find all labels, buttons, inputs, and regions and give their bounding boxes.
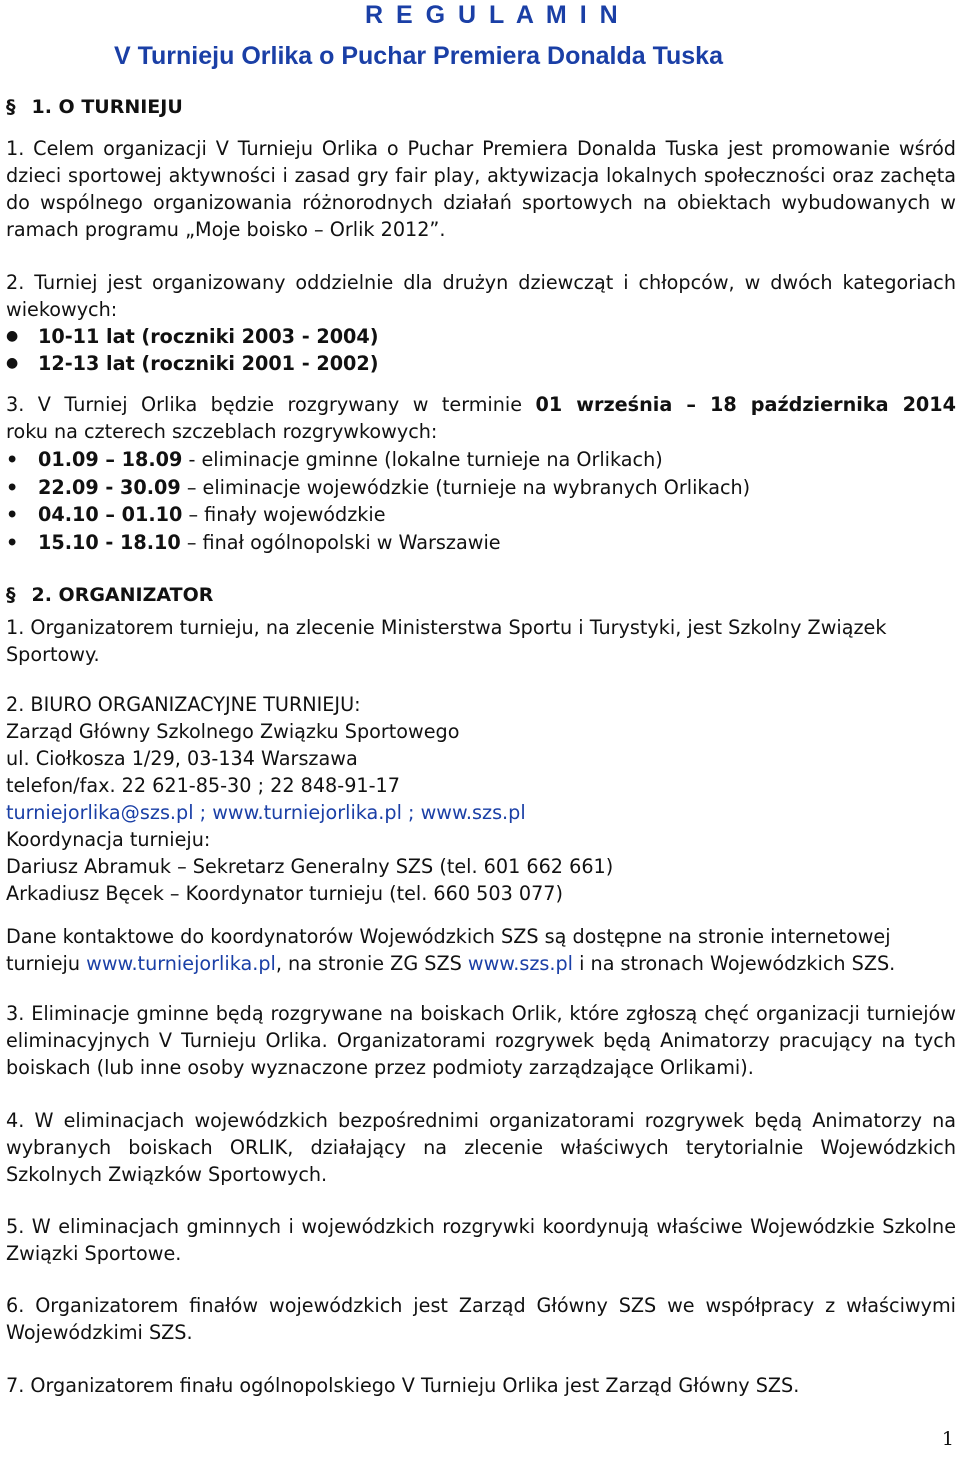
bullet-icon: • bbox=[6, 448, 19, 471]
link-szs[interactable]: www.szs.pl bbox=[467, 952, 573, 975]
list-item: ● 12-13 lat (roczniki 2001 - 2002) bbox=[6, 352, 379, 375]
list-item: ● 10-11 lat (roczniki 2003 - 2004) bbox=[6, 325, 379, 348]
section-2-title: 2. ORGANIZATOR bbox=[31, 584, 214, 606]
coordinator-1: Dariusz Abramuk – Sekretarz Generalny SZS (tel. 601 662 661) bbox=[6, 855, 614, 878]
section-2-paragraph-4: 4. W eliminacjach wojewódzkich bezpośrednimi organizatorami rozgrywek będą Animatorzy na wybranych boiskach ORLIK, działający na zlecenie właściwych terytorialnie Wojewódzkich Szkolnych Związków Sportowych. bbox=[6, 1109, 956, 1186]
coordination-label: Koordynacja turnieju: bbox=[6, 828, 211, 851]
bullet-icon: • bbox=[6, 503, 19, 526]
section-symbol: § bbox=[6, 96, 16, 118]
list-item: • 01.09 – 18.09 - eliminacje gminne (lokalne turnieje na Orlikach) bbox=[6, 448, 663, 471]
stages-list bbox=[6, 446, 956, 556]
office-address: ul. Ciołkosza 1/29, 03-134 Warszawa bbox=[6, 747, 358, 770]
section-2-heading bbox=[6, 582, 213, 609]
section-2-paragraph-7: 7. Organizatorem finału ogólnopolskiego V Turnieju Orlika jest Zarząd Główny SZS. bbox=[6, 1374, 800, 1397]
bullet-icon: ● bbox=[6, 328, 19, 344]
section-symbol: § bbox=[6, 584, 16, 606]
document-subtitle: V Turnieju Orlika o Puchar Premiera Donalda Tuska bbox=[114, 42, 723, 70]
bullet-icon: • bbox=[6, 475, 19, 499]
section-1-title: 1. O TURNIEJU bbox=[31, 96, 183, 118]
office-info bbox=[6, 691, 956, 907]
document-title: R E G U L A M I N bbox=[365, 1, 621, 29]
contacts-paragraph: Dane kontaktowe do koordynatorów Wojewódzkich SZS są dostępne na stronie internetowej turnieju www.turniejorlika.pl, na stronie ZG SZS www.szs.pl i na stronach Wojewódzkich SZS. bbox=[6, 925, 896, 975]
office-links[interactable]: turniejorlika@szs.pl ; www.turniejorlika.pl ; www.szs.pl bbox=[6, 801, 526, 824]
bullet-icon: • bbox=[6, 530, 19, 554]
link-turniejorlika[interactable]: www.turniejorlika.pl bbox=[86, 952, 276, 975]
coordinator-2: Arkadiusz Bęcek – Koordynator turnieju (tel. 660 503 077) bbox=[6, 882, 563, 905]
office-phone: telefon/fax. 22 621-85-30 ; 22 848-91-17 bbox=[6, 774, 400, 797]
season-dates: 01 września – 18 października 2014 bbox=[535, 393, 956, 416]
list-item: • 22.09 - 30.09 – eliminacje wojewódzkie (turnieje na wybranych Orlikach) bbox=[6, 475, 751, 499]
section-1-heading bbox=[6, 94, 183, 121]
page-number: 1 bbox=[941, 1428, 954, 1450]
bullet-icon: ● bbox=[6, 355, 19, 371]
section-2-paragraph-6: 6. Organizatorem finałów wojewódzkich jest Zarząd Główny SZS we współpracy z właściwymi Wojewódzkimi SZS. bbox=[6, 1294, 956, 1344]
section-2-paragraph-1: 1. Organizatorem turnieju, na zlecenie Ministerstwa Sportu i Turystyki, jest Szkolny Związek Sportowy. bbox=[6, 616, 887, 666]
section-1-paragraph-2: 2. Turniej jest organizowany oddzielnie dla drużyn dziewcząt i chłopców, w dwóch kategoriach wiekowych: bbox=[6, 271, 956, 321]
section-1-paragraph-1: 1. Celem organizacji V Turnieju Orlika o Puchar Premiera Donalda Tuska jest promowanie wśród dzieci sportowej aktywności i zasad gry fair play, aktywizacja lokalnych społeczności oraz zachęta do wspólnego organizowania różnorodnych działań sportowych na obiektach wybudowanych w ramach programu „Moje boisko – Orlik 2012”. bbox=[6, 137, 956, 241]
list-item: • 04.10 – 01.10 – finały wojewódzkie bbox=[6, 503, 386, 526]
list-item: • 15.10 - 18.10 – finał ogólnopolski w Warszawie bbox=[6, 530, 501, 554]
section-1-paragraph-3: 3. V Turniej Orlika będzie rozgrywany w terminie 01 września – 18 października 2014 roku na czterech szczeblach rozgrywkowych: bbox=[6, 393, 956, 443]
section-2-paragraph-5: 5. W eliminacjach gminnych i wojewódzkich rozgrywki koordynują właściwe Wojewódzkie Szkolne Związki Sportowe. bbox=[6, 1215, 956, 1265]
section-2-paragraph-3: 3. Eliminacje gminne będą rozgrywane na boiskach Orlik, które zgłoszą chęć organizacji turniejów eliminacyjnych V Turnieju Orlika. Organizatorami rozgrywek będą Animatorzy pracujący na tych boiskach (lub inne osoby wyznaczone przez podmioty zarządzające Orlikami). bbox=[6, 1002, 956, 1079]
office-title: 2. BIURO ORGANIZACYJNE TURNIEJU: bbox=[6, 693, 361, 716]
age-groups-list bbox=[6, 323, 956, 377]
office-name: Zarząd Główny Szkolnego Związku Sportowego bbox=[6, 720, 460, 743]
